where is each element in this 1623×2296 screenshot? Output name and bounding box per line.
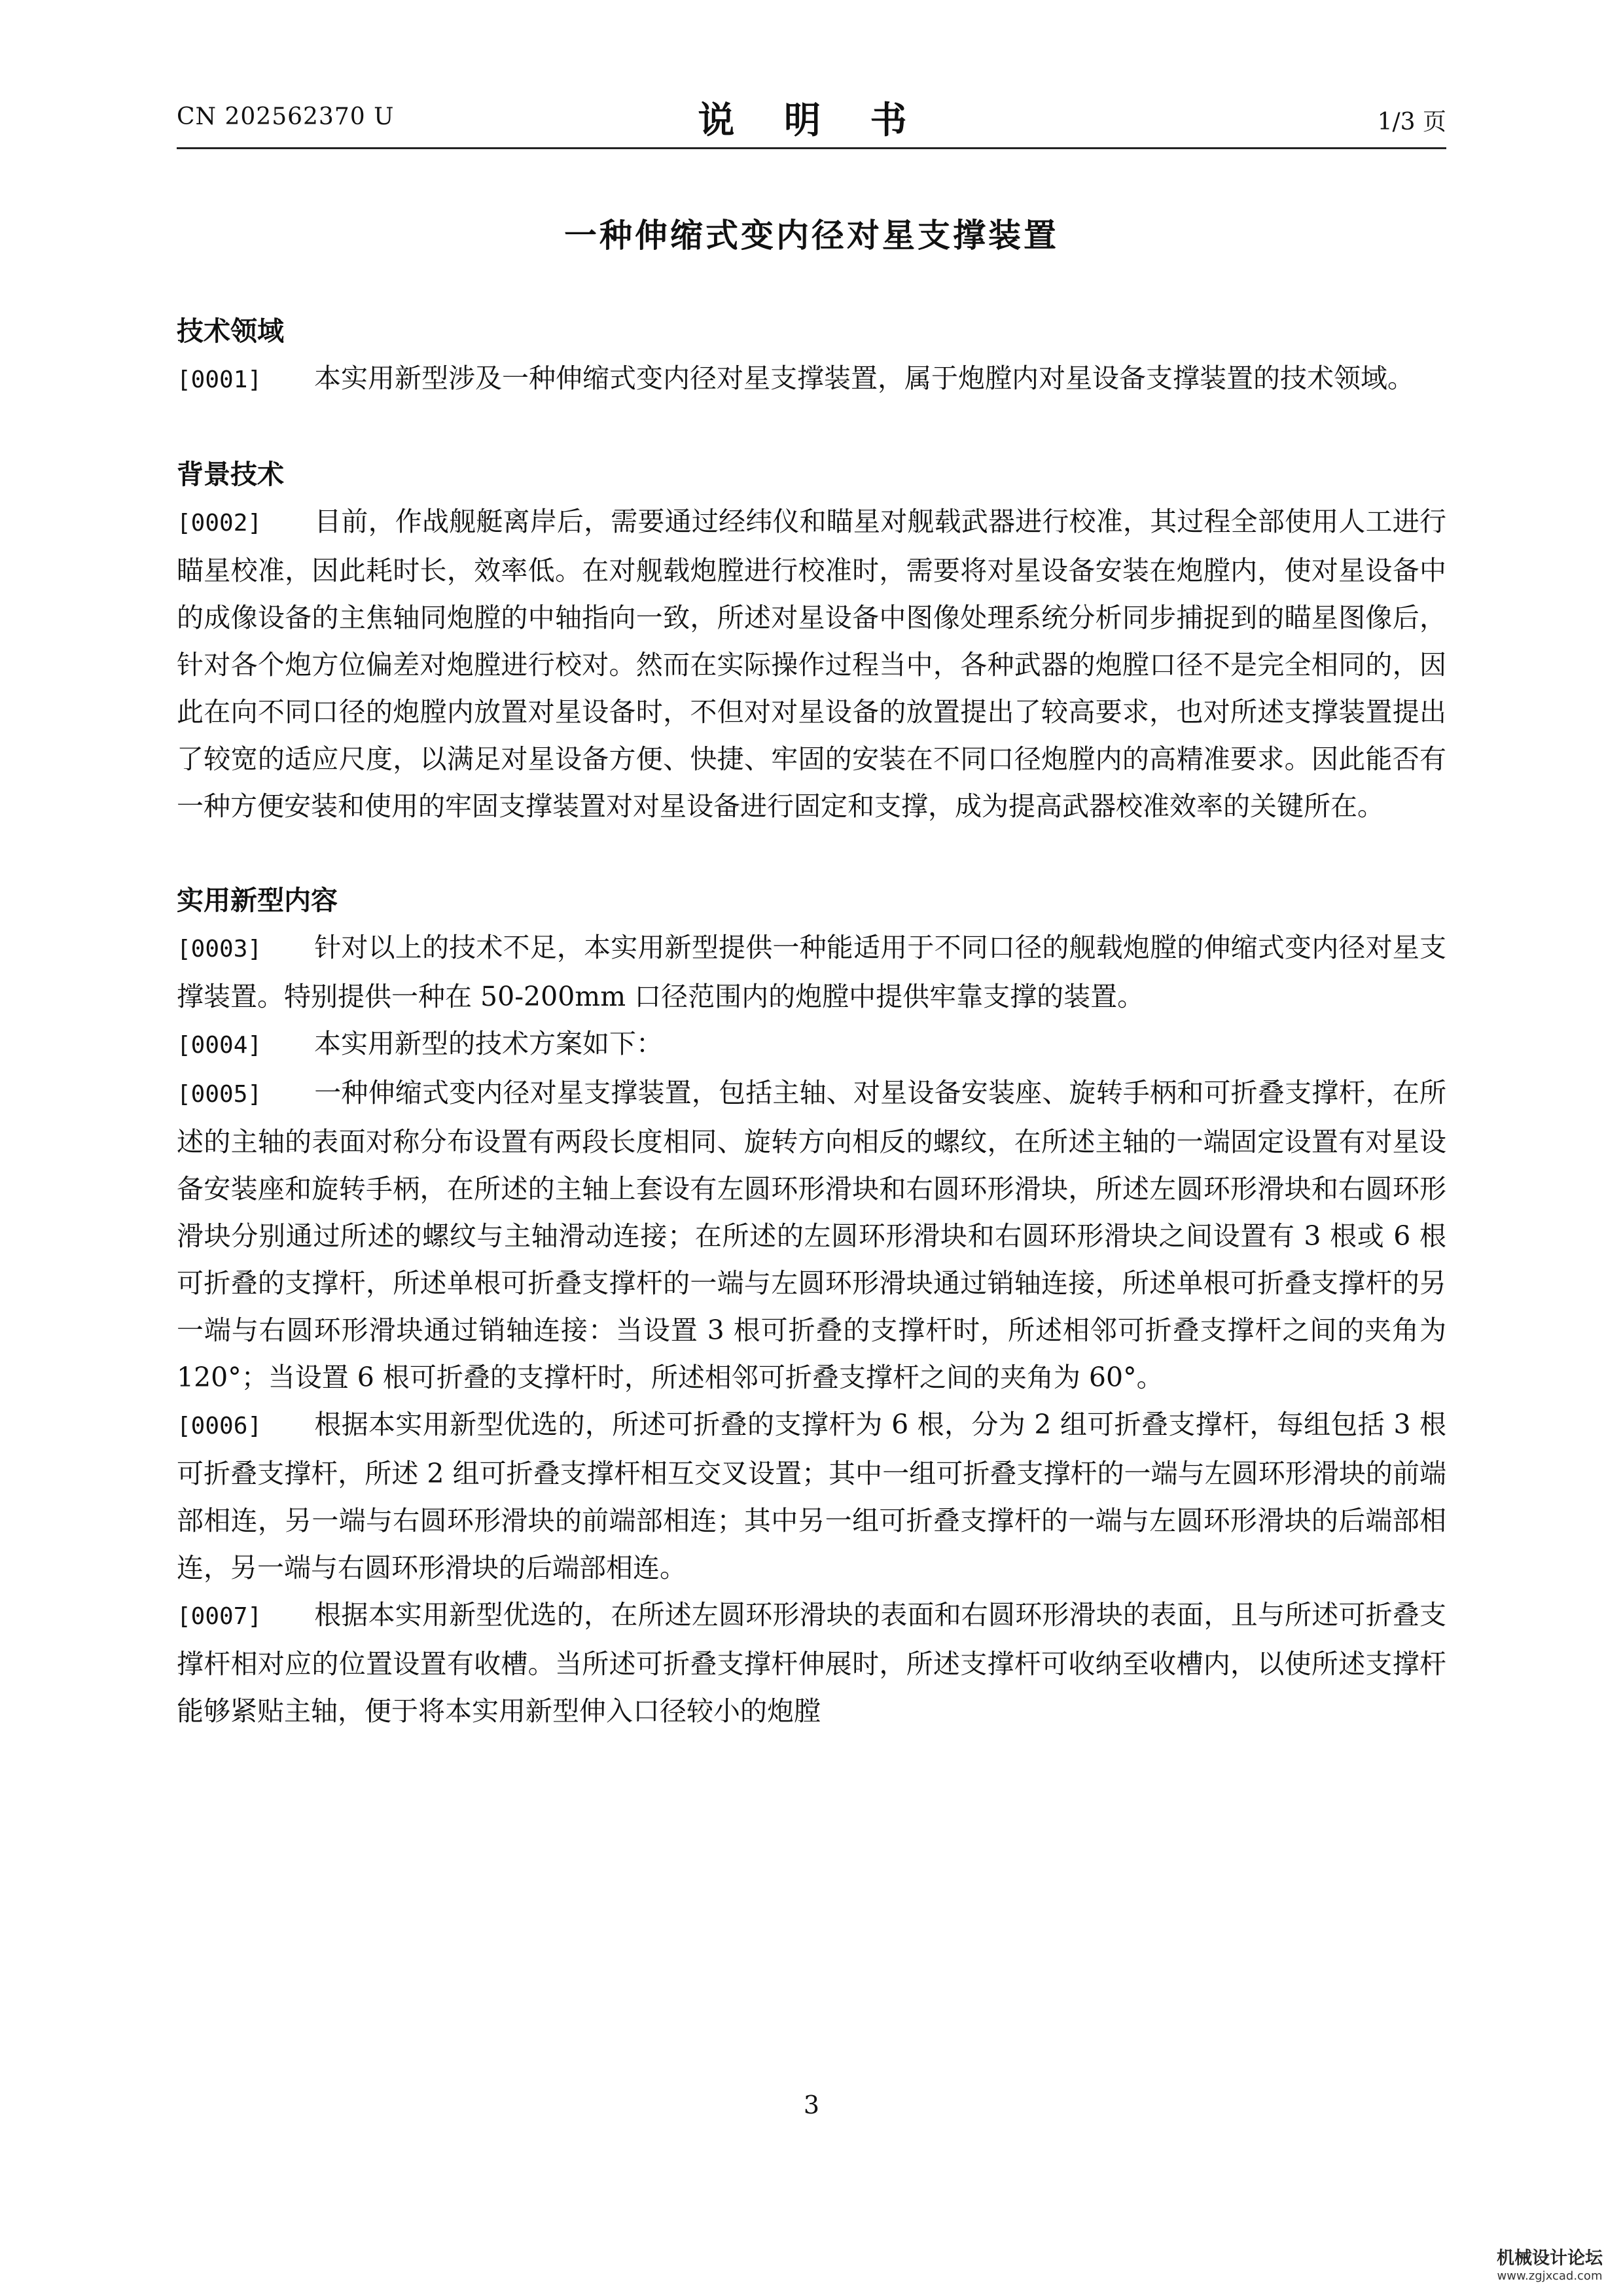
page-number: 3 bbox=[803, 2091, 820, 2119]
paragraph-text: 本实用新型的技术方案如下： bbox=[314, 1028, 663, 1059]
paragraph-text: 根据本实用新型优选的，在所述左圆环形滑块的表面和右圆环形滑块的表面，且与所述可折叠支撑杆相对应的位置设置有收槽。当所述可折叠支撑杆伸展时，所述支撑杆可收纳至收槽内，以使所述支撑杆能够紧贴主轴，便于将本实用新型伸入口径较小的炮膛 bbox=[177, 1599, 1446, 1727]
header-divider bbox=[177, 147, 1446, 149]
paragraph-number: [0001] bbox=[177, 366, 262, 393]
section-heading: 实用新型内容 bbox=[177, 885, 338, 916]
paragraph-number: [0004] bbox=[177, 1032, 262, 1059]
paragraph bbox=[177, 1069, 1446, 1401]
paragraph bbox=[177, 1591, 1446, 1735]
paragraph-number: [0005] bbox=[177, 1081, 262, 1108]
paragraph-text: 目前，作战舰艇离岸后，需要通过经纬仪和瞄星对舰载武器进行校准，其过程全部使用人工进行瞄星校准，因此耗时长，效率低。在对舰载炮膛进行校准时，需要将对星设备安装在炮膛内，使对星设备中的成像设备的主焦轴同炮膛的中轴指向一致，所述对星设备中图像处理系统分析同步捕捉到的瞄星图像后，针对各个炮方位偏差对炮膛进行校对。然而在实际操作过程当中，各种武器的炮膛口径不是完全相同的，因此在向不同口径的炮膛内放置对星设备时，不但对对星设备的放置提出了较高要求，也对所述支撑装置提出了较宽的适应尺度，以满足对星设备方便、快捷、牢固的安装在不同口径炮膛内的高精准要求。因此能否有一种方便安装和使用的牢固支撑装置对对星设备进行固定和支撑，成为提高武器校准效率的关键所在。 bbox=[177, 506, 1446, 822]
paragraph-number: [0007] bbox=[177, 1603, 262, 1630]
section-heading: 背景技术 bbox=[177, 459, 284, 490]
document-title: 一种伸缩式变内径对星支撑装置 bbox=[564, 217, 1059, 255]
document-type: 说 明 书 bbox=[698, 99, 925, 142]
paragraph-number: [0002] bbox=[177, 510, 262, 537]
paragraph-number: [0006] bbox=[177, 1413, 262, 1439]
section-heading: 技术领域 bbox=[177, 315, 284, 347]
page-header bbox=[177, 92, 1446, 144]
paragraph-text: 针对以上的技术不足，本实用新型提供一种能适用于不同口径的舰载炮膛的伸缩式变内径对星支撑装置。特别提供一种在 50-200mm 口径范围内的炮膛中提供牢靠支撑的装置。 bbox=[177, 932, 1446, 1012]
page-info: 1/3 页 bbox=[1377, 109, 1446, 135]
paragraph bbox=[177, 355, 1446, 404]
watermark-name: 机械设计论坛 bbox=[1497, 2248, 1603, 2269]
watermark-url: www.zgjxcad.com bbox=[1497, 2269, 1603, 2283]
paragraph bbox=[177, 1020, 1446, 1069]
document-body bbox=[177, 308, 1446, 1735]
paragraph bbox=[177, 1401, 1446, 1591]
site-watermark bbox=[1491, 2244, 1609, 2283]
paragraph-text: 根据本实用新型优选的，所述可折叠的支撑杆为 6 根，分为 2 组可折叠支撑杆，每组包括 3 根可折叠支撑杆，所述 2 组可折叠支撑杆相互交叉设置；其中一组可折叠支撑杆的一端与左圆环形滑块的前端部相连，另一端与右圆环形滑块的前端部相连；其中另一组可折叠支撑杆的一端与左圆环形滑块的后端部相连，另一端与右圆环形滑块的后端部相连。 bbox=[177, 1409, 1446, 1583]
paragraph-text: 一种伸缩式变内径对星支撑装置，包括主轴、对星设备安装座、旋转手柄和可折叠支撑杆，在所述的主轴的表面对称分布设置有两段长度相同、旋转方向相反的螺纹，在所述主轴的一端固定设置有对星设备安装座和旋转手柄，在所述的主轴上套设有左圆环形滑块和右圆环形滑块，所述左圆环形滑块和右圆环形滑块分别通过所述的螺纹与主轴滑动连接；在所述的左圆环形滑块和右圆环形滑块之间设置有 3 根或 6 根可折叠的支撑杆，所述单根可折叠支撑杆的一端与左圆环形滑块通过销轴连接，所述单根可折叠支撑杆的另一端与右圆环形滑块通过销轴连接：当设置 3 根可折叠的支撑杆时，所述相邻可折叠支撑杆之间的夹角为 120°；当设置 6 根可折叠的支撑杆时，所述相邻可折叠支撑杆之间的夹角为 60°。 bbox=[177, 1077, 1446, 1393]
paragraph-number: [0003] bbox=[177, 936, 262, 963]
paragraph-text: 本实用新型涉及一种伸缩式变内径对星支撑装置，属于炮膛内对星设备支撑装置的技术领域。 bbox=[314, 362, 1414, 394]
paragraph bbox=[177, 924, 1446, 1020]
paragraph bbox=[177, 498, 1446, 830]
patent-number: CN 202562370 U bbox=[177, 103, 395, 130]
